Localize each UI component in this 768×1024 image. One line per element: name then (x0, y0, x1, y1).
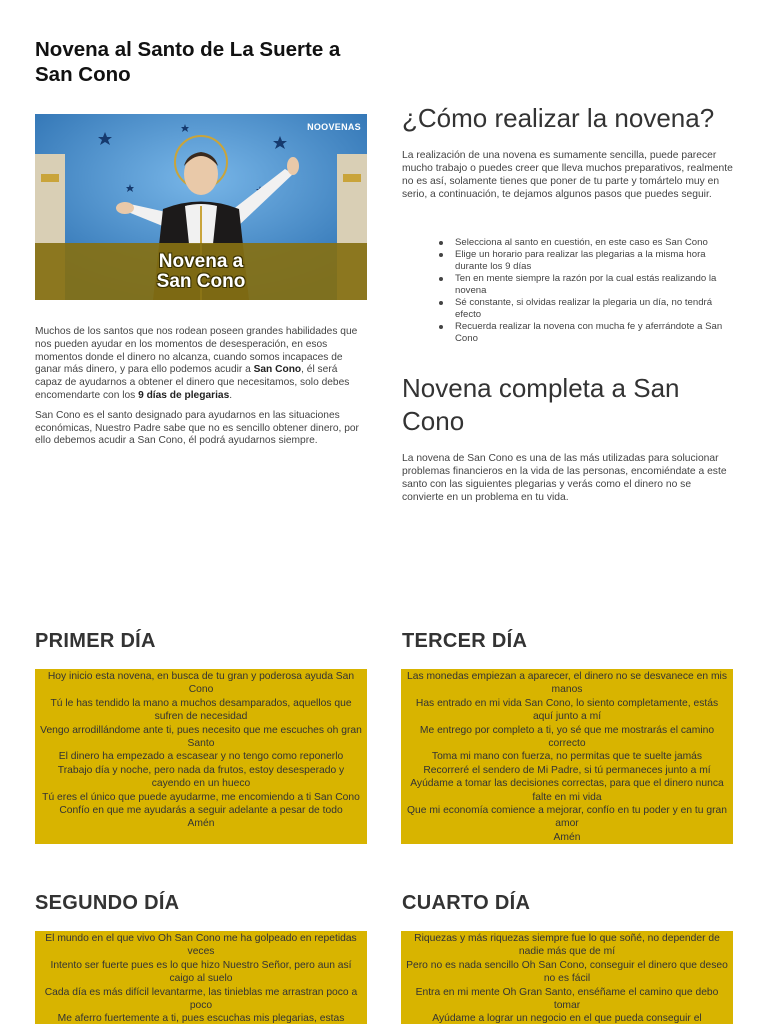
list-item: Recuerda realizar la novena con mucha fe y aferrándote a San Cono (455, 321, 735, 345)
prayer-line: Recorreré el sendero de Mi Padre, si tú permaneces junto a mí (423, 764, 711, 776)
prayer-line: Me entrego por completo a ti, yo sé que me mostrarás el camino correcto (419, 724, 715, 750)
prayer-line: Riquezas y más riquezas siempre fue lo que soñé, no depender de nadie más que de mí (414, 933, 720, 958)
complete-heading: Novena completa a San Cono (402, 373, 680, 436)
image-caption: Novena a San Cono (156, 250, 246, 292)
day-4-title: CUARTO DÍA (402, 892, 531, 914)
prayer-line: El dinero ha empezado a escasear y no tengo como reponerlo (58, 751, 344, 763)
day-2-title: SEGUNDO DÍA (35, 892, 180, 914)
list-item: Sé constante, si olvidas realizar la plegaria un día, no tendrá efecto (455, 297, 735, 321)
prayer-line: Confío en que me ayudarás a seguir adelante a pesar de todo (59, 805, 343, 817)
list-item: Elige un horario para realizar las plegarias a la misma hora durante los 9 días (455, 249, 735, 273)
day-3-title: TERCER DÍA (402, 630, 528, 652)
intro-paragraph-1: Muchos de los santos que nos rodean poseen grandes habilidades que nos pueden ayudar en los momentos de desesperación, en esos momentos donde el dinero no alcanza, cuando somos incapaces de ganar más dinero, y para ello podemos acudir a San Cono, él será capaz de ayudarnos a obtener el dinero que necesitamos, solo debes encomendarte con los 9 días de plegarias. (35, 326, 358, 401)
prayer-line: Amén (187, 818, 215, 830)
saint-image (35, 114, 367, 300)
prayer-line: Pero no es nada sencillo Oh San Cono, conseguir el dinero que deseo no es fácil (406, 959, 728, 985)
prayer-line: Vengo arrodillándome ante ti, pues necesito que me escuches oh gran Santo (40, 724, 362, 750)
prayer-line: Entra en mi mente Oh Gran Santo, enséñame el camino que debo tomar (415, 986, 719, 1012)
intro-paragraph-2: San Cono es el santo designado para ayudarnos en las situaciones económicas, Nuestro Padre sabe que no es sencillo obtener dinero, por ello debemos acudir a San Cono, él podrá ayudarnos siempre. (35, 409, 359, 447)
prayer-line: Me aferro fuertemente a ti, pues escuchas mis plegarias, estas (57, 1013, 345, 1024)
prayer-line: Tú le has tendido la mano a muchos desamparados, aquellos que sufren de necesidad (50, 697, 352, 723)
day-2-prayer (35, 931, 367, 1024)
prayer-line: Trabajo día y noche, pero nada da frutos, estoy desesperado y cayendo en un hueco (57, 764, 345, 790)
prayer-line: Has entrado en mi vida San Cono, lo siento completamente, estás aquí junto a mí (415, 697, 719, 723)
how-to-text: La realización de una novena es sumamente sencilla, puede parecer mucho trabajo o puedes creer que lleva muchos preparativos, realmente no es así, solamente tienes que poner de tu parte y tomártelo muy en serio, a continuación, te dejamos algunos pasos que puedes seguir. (402, 150, 733, 200)
complete-text: La novena de San Cono es una de las más utilizadas para solucionar problemas financieros en la vida de las personas, encomiéndate a este santo con las siguientes plegarias y verás como el dinero no se convierte en un problema en tu vida. (402, 453, 727, 503)
list-item: Ten en mente siempre la razón por la cual estás realizando la novena (455, 273, 735, 297)
list-item: Selecciona al santo en cuestión, en este caso es San Cono (455, 237, 735, 249)
prayer-line: Cada día es más difícil levantarme, las tinieblas me arrastran poco a poco (44, 986, 358, 1012)
prayer-line: Ayúdame a lograr un negocio en el que pueda conseguir el (432, 1013, 702, 1024)
day-4-prayer (401, 931, 733, 1024)
prayer-line: Las monedas empiezan a aparecer, el dinero no se desvanece en mis manos (407, 671, 727, 696)
prayer-line: Tú eres el único que puede ayudarme, me encomiendo a ti San Cono (42, 791, 360, 803)
steps-list (455, 237, 735, 345)
day-1-prayer (35, 669, 367, 844)
day-3-prayer (401, 669, 733, 844)
prayer-line: Que mi economía comience a mejorar, confío en tu poder y en tu gran amor (407, 805, 727, 830)
prayer-line: Ayúdame a tomar las decisiones correctas, para que el dinero nunca falte en mi vida (410, 778, 724, 803)
prayer-line: Intento ser fuerte pues es lo que hizo Nuestro Señor, pero aun así caigo al suelo (50, 959, 352, 985)
prayer-line: Toma mi mano con fuerza, no permitas que te suelte jamás (431, 751, 703, 763)
prayer-line: Hoy inicio esta novena, en busca de tu gran y poderosa ayuda San Cono (47, 671, 355, 696)
intro-text (35, 326, 367, 455)
prayer-line: El mundo en el que vivo Oh San Cono me ha golpeado en repetidas veces (45, 933, 357, 958)
how-to-heading: ¿Cómo realizar la novena? (402, 103, 715, 133)
day-1-title: PRIMER DÍA (35, 630, 156, 652)
prayer-line: Amén (553, 831, 581, 843)
page-title: Novena al Santo de La Suerte a San Cono (35, 38, 341, 86)
brand-logo: NOOVENAS (307, 122, 361, 132)
hero-image (35, 114, 367, 300)
